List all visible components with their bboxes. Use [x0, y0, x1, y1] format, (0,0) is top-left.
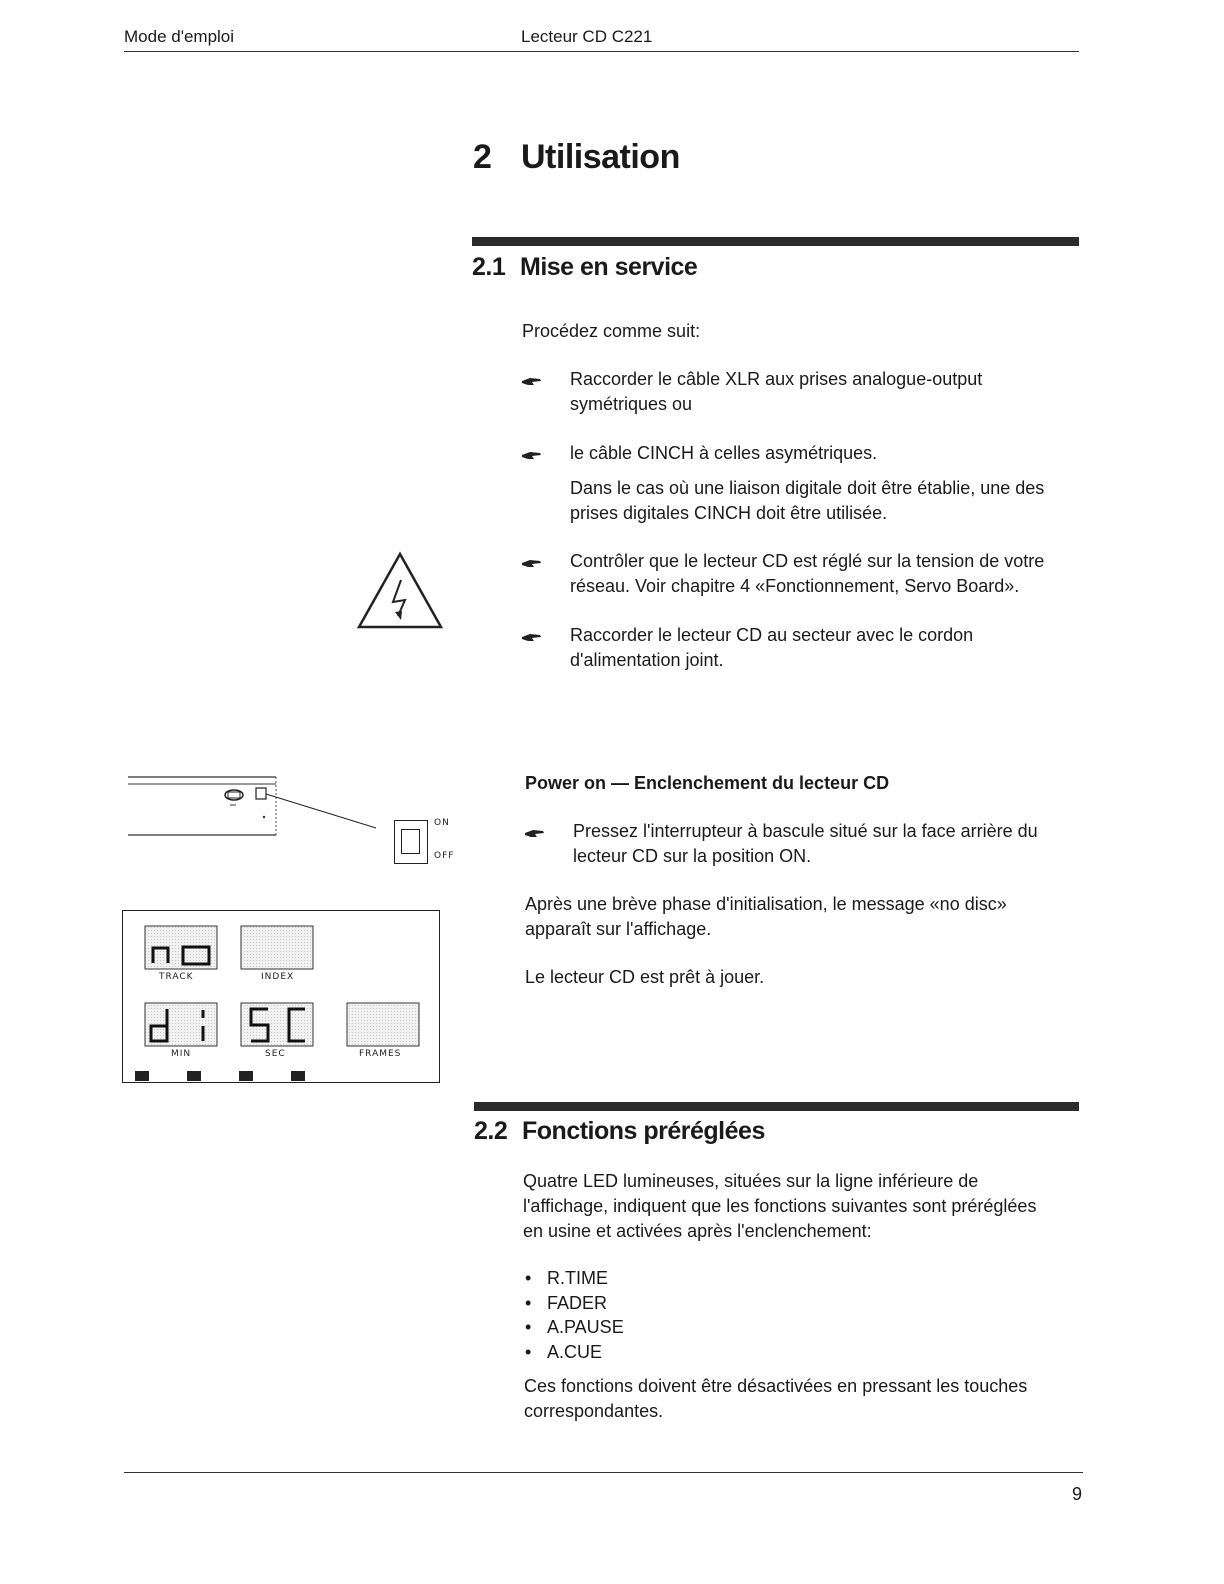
chapter-number: 2 [473, 138, 492, 176]
list-item: • FADER [525, 1292, 608, 1313]
header-center: Lecteur CD C221 [521, 27, 653, 46]
pointing-hand-icon [525, 827, 545, 839]
list-item: • A.PAUSE [525, 1317, 624, 1337]
step-1-text: Raccorder le câble XLR aux prises analogue-output symétriques ou [570, 369, 983, 414]
list-item: • R.TIME [525, 1268, 608, 1288]
chapter-title: Utilisation [521, 138, 680, 176]
pointing-hand-icon [522, 557, 542, 569]
display-label-frames: FRAMES [359, 1049, 402, 1059]
header-left: Mode d'emploi [124, 27, 235, 46]
power-on-step: Pressez l'interrupteur à bascule situé sur la face arrière du lecteur CD sur la position ON. [573, 821, 1038, 866]
list-item: • A.CUE [525, 1341, 603, 1362]
power-on-para-1: Après une brève phase d'initialisation, le message «no disc» apparaît sur l'affichage. [525, 894, 1007, 939]
high-voltage-warning-icon [355, 550, 445, 630]
section-2-2-outro: Ces fonctions doivent être désactivées en pressant les touches correspondantes. [524, 1376, 1028, 1421]
function-list [525, 1266, 624, 1364]
section-number-2-2: 2.2 [474, 1117, 508, 1145]
section-title-2-2: Fonctions préréglées [522, 1117, 765, 1145]
pointing-hand-icon [522, 449, 542, 461]
display-label-min: MIN [171, 1049, 192, 1059]
display-panel-illustration [122, 910, 440, 1083]
section-bar-2-1 [472, 237, 1079, 246]
display-label-sec: SEC [265, 1049, 286, 1059]
switch-on-label: ON [434, 818, 450, 828]
header-rule [124, 51, 1079, 52]
section-number-2-1: 2.1 [472, 253, 506, 281]
step-2-text: le câble CINCH à celles asymétriques. [570, 443, 878, 463]
section-intro: Procédez comme suit: [522, 321, 701, 341]
section-2-2-intro: Quatre LED lumineuses, situées sur la ligne inférieure de l'affichage, indiquent que les fonctions suivantes sont préréglées en usine et activées après l'enclenchement: [523, 1171, 1037, 1241]
display-label-index: INDEX [261, 972, 295, 982]
step-4-text: Raccorder le lecteur CD au secteur avec le cordon d'alimentation joint. [570, 625, 974, 670]
power-on-para-2: Le lecteur CD est prêt à jouer. [525, 967, 765, 987]
step-3-text: Contrôler que le lecteur CD est réglé sur la tension de votre réseau. Voir chapitre 4 «Fonctionnement, Servo Board». [570, 551, 1045, 596]
section-title-2-1: Mise en service [520, 253, 698, 281]
footer-rule [124, 1472, 1083, 1473]
pointing-hand-icon [522, 375, 542, 387]
switch-off-label: OFF [434, 851, 455, 861]
rear-panel-illustration [124, 772, 384, 842]
page-number: 9 [1072, 1484, 1083, 1504]
display-label-track: TRACK [159, 972, 194, 982]
power-on-heading: Power on — Enclenchement du lecteur CD [525, 773, 890, 793]
digital-note: Dans le cas où une liaison digitale doit être établie, une des prises digitales CINCH doit être utilisée. [570, 478, 1045, 523]
section-bar-2-2 [474, 1102, 1079, 1111]
pointing-hand-icon [522, 631, 542, 643]
power-switch-icon [394, 820, 428, 864]
